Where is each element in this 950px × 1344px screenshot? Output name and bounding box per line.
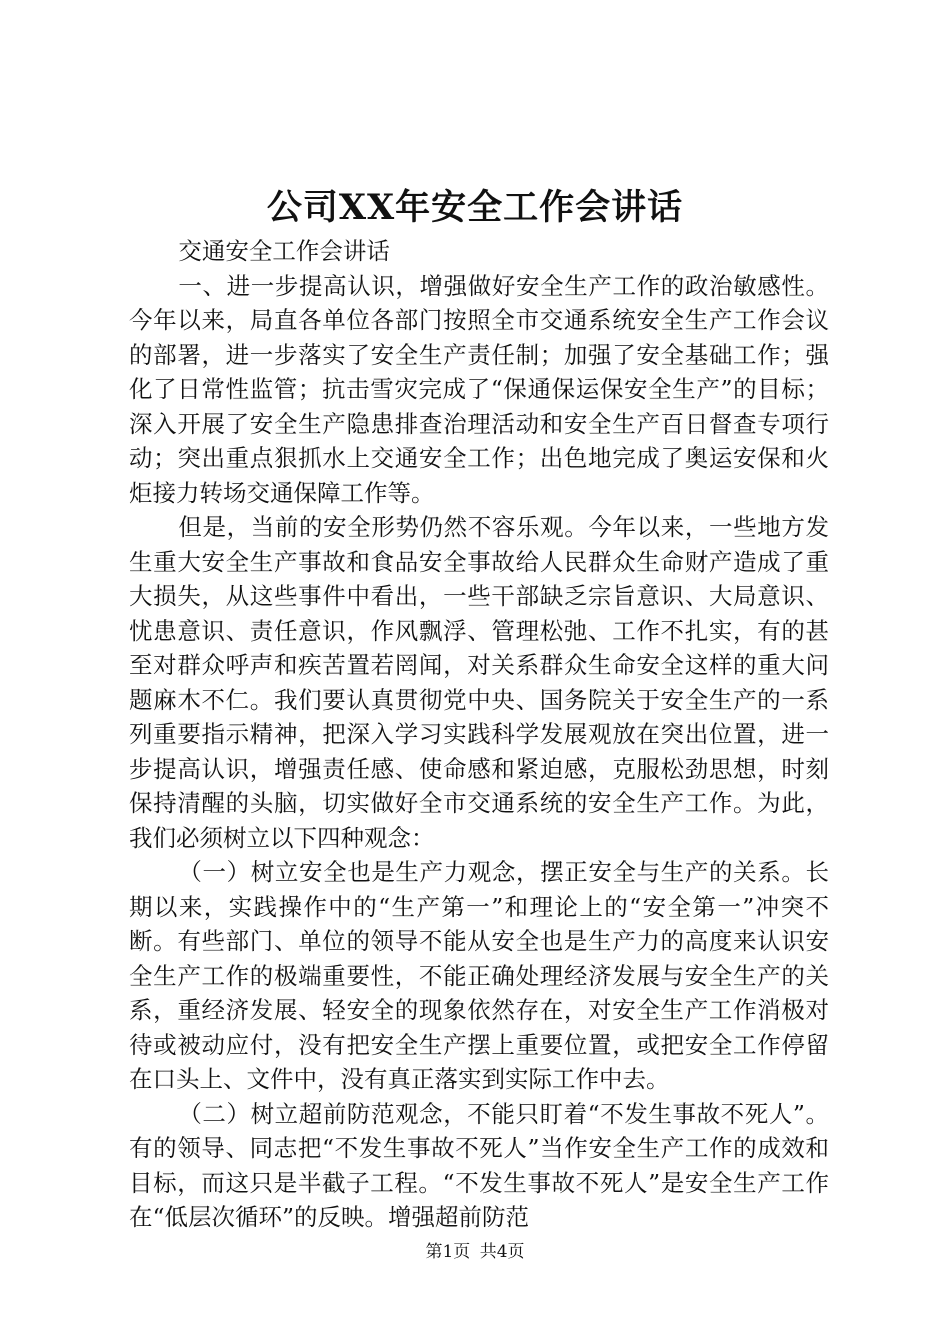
page-total: 共4页 (479, 1242, 525, 1262)
subtitle-paragraph: 交通安全工作会讲话 (178, 237, 390, 265)
page-number: 第1页 (425, 1242, 471, 1262)
document-body (129, 234, 829, 1235)
page-footer (0, 1240, 950, 1264)
body-paragraph: （二）树立超前防范观念，不能只盯着“不发生事故不死人”。有的领导、同志把“不发生事故不死人”当作安全生产工作的成效和目标，而这只是半截子工程。“不发生事故不死人”是安全生产工作在“低层次循环”的反映。增强超前防范 (129, 1099, 829, 1231)
body-paragraph: （一）树立安全也是生产力观念，摆正安全与生产的关系。长期以来，实践操作中的“生产第一”和理论上的“安全第一”冲突不断。有些部门、单位的领导不能从安全也是生产力的高度来认识安全生产工作的极端重要性，不能正确处理经济发展与安全生产的关系，重经济发展、轻安全的现象依然存在，对安全生产工作消极对待或被动应付，没有把安全生产摆上重要位置，或把安全工作停留在口头上、文件中，没有真正落实到实际工作中去。 (129, 858, 829, 1093)
body-paragraph: 一、进一步提高认识，增强做好安全生产工作的政治敏感性。今年以来，局直各单位各部门按照全市交通系统安全生产工作会议的部署，进一步落实了安全生产责任制；加强了安全基础工作；强化了日常性监管；抗击雪灾完成了“保通保运保安全生产”的目标；深入开展了安全生产隐患排查治理活动和安全生产百日督查专项行动；突出重点狠抓水上交通安全工作；出色地完成了奥运安保和火炬接力转场交通保障工作等。 (129, 271, 829, 507)
body-paragraph: 但是，当前的安全形势仍然不容乐观。今年以来，一些地方发生重大安全生产事故和食品安全事故给人民群众生命财产造成了重大损失，从这些事件中看出，一些干部缺乏宗旨意识、大局意识、忧患意识、责任意识，作风飘浮、管理松弛、工作不扎实，有的甚至对群众呼声和疾苦置若罔闻，对关系群众生命安全这样的重大问题麻木不仁。我们要认真贯彻党中央、国务院关于安全生产的一系列重要指示精神，把深入学习实践科学发展观放在突出位置，进一步提高认识，增强责任感、使命感和紧迫感，克服松劲思想，时刻保持清醒的头脑，切实做好全市交通系统的安全生产工作。为此，我们必须树立以下四种观念： (129, 513, 829, 852)
document-title: 公司XX年安全工作会讲话 (266, 187, 684, 228)
